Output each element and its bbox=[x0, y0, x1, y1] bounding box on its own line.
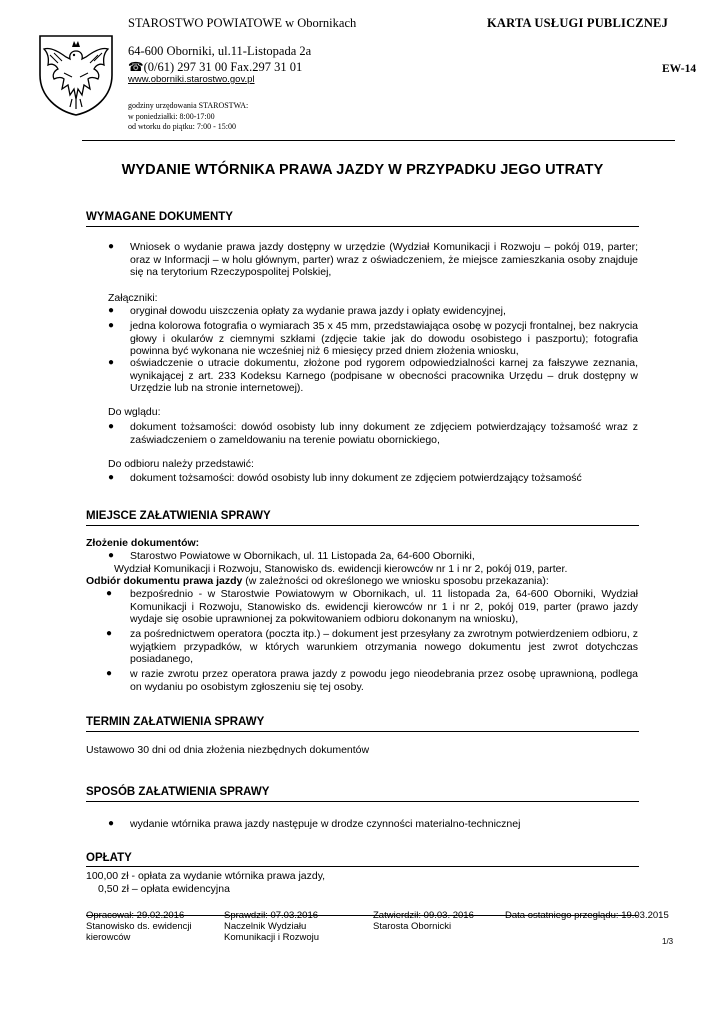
section-heading-place: MIEJSCE ZAŁATWIENIA SPRAWY bbox=[86, 510, 271, 522]
section-rule bbox=[86, 866, 639, 867]
section-rule bbox=[86, 731, 639, 732]
office-website-link[interactable]: www.oborniki.starostwo.gov.pl bbox=[128, 74, 255, 85]
office-hours-monday: w poniedziałki: 8:00-17:00 bbox=[128, 111, 215, 121]
bullet-icon: ● bbox=[108, 320, 115, 331]
bullet-icon: ● bbox=[108, 550, 115, 561]
footer-checked bbox=[224, 910, 319, 943]
pickup-docs-label: Do odbioru należy przedstawić: bbox=[108, 458, 254, 470]
list-item-submission: ● Starostwo Powiatowe w Obornikach, ul. 11 Listopada 2a, 64-600 Oborniki, bbox=[108, 550, 475, 562]
footer-prepared-label: Opracował: 29.02.2016 bbox=[86, 910, 185, 921]
bullet-icon: ● bbox=[108, 421, 115, 432]
section-rule bbox=[86, 525, 639, 526]
bullet-icon: ● bbox=[106, 628, 113, 639]
list-item-attachment: ● jedna kolorowa fotografia o wymiarach 35 x 45 mm, przedstawiająca osobę w pozycji frontalnej, bez nakrycia głowy i okularów z ciemnymi szkłami (zdjęcie takie jak do dowodu osobistego i paszportu); fotografia powinna być wykonana nie wcześniej niż 6 miesięcy przed dniem złożenia wniosku, bbox=[108, 320, 638, 357]
footer-approved bbox=[373, 910, 474, 932]
office-phone-fax: ☎(0/61) 297 31 00 Fax.297 31 01 bbox=[128, 60, 303, 74]
bullet-icon: ● bbox=[106, 668, 113, 679]
bullet-icon: ● bbox=[108, 818, 115, 829]
pickup-license-line bbox=[86, 575, 638, 588]
office-name: STAROSTWO POWIATOWE w Obornikach bbox=[128, 16, 357, 30]
footer-checked-label: Sprawdził: 07.03.2016 bbox=[224, 910, 319, 921]
list-item-pickup-method: ● bezpośrednio - w Starostwie Powiatowym w Obornikach, ul. 11 listopada 2a, 64-600 Oborniki, Wydział Komunikacji i Rozwoju, Stanowisko ds. ewidencji kierowców nr 1 i nr 2, pokój 019, parter (prawo jazdy wydaje się osobie uprawnionej za pokwitowaniem odbioru dokonanym na wniosku), bbox=[106, 588, 638, 625]
footer-prepared-role: kierowców bbox=[86, 932, 131, 943]
list-item-method: ● wydanie wtórnika prawa jazdy następuje w drodze czynności materialno-technicznej bbox=[108, 818, 521, 830]
office-hours-title: godziny urzędowania STAROSTWA: bbox=[128, 101, 249, 110]
office-hours bbox=[128, 101, 248, 133]
footer-prepared-role: Stanowisko ds. ewidencji bbox=[86, 921, 192, 932]
office-hours-tue-fri: od wtorku do piątku: 7:00 - 15:00 bbox=[128, 122, 236, 131]
section-rule bbox=[86, 801, 639, 802]
footer-checked-role: Naczelnik Wydziału bbox=[224, 921, 307, 932]
bullet-icon: ● bbox=[108, 241, 115, 252]
list-item-attachment: ● oryginał dowodu uiszczenia opłaty za wydanie prawa jazdy i opłaty ewidencyjnej, bbox=[108, 305, 506, 317]
card-label: KARTA USŁUGI PUBLICZNEJ bbox=[487, 16, 669, 30]
pickup-license-note: (w zależności od określonego we wniosku sposobu przekazania): bbox=[242, 575, 549, 587]
office-address: 64-600 Oborniki, ul.11-Listopada 2a bbox=[128, 44, 312, 58]
bullet-icon: ● bbox=[106, 588, 113, 599]
fee-line: 100,00 zł - opłata za wydanie wtórnika prawa jazdy, bbox=[86, 870, 326, 882]
section-heading-fees: OPŁATY bbox=[86, 852, 132, 864]
bullet-icon: ● bbox=[108, 472, 115, 483]
footer-approved-label: Zatwierdził: 09.03. 2016 bbox=[373, 910, 474, 921]
section-rule bbox=[86, 226, 639, 227]
footer-prepared bbox=[86, 910, 192, 943]
attachments-label: Załączniki: bbox=[108, 292, 158, 304]
submission-label: Złożenie dokumentów: bbox=[86, 537, 200, 549]
section-heading-method: SPOSÓB ZAŁATWIENIA SPRAWY bbox=[86, 786, 270, 798]
list-item-application: ● Wniosek o wydanie prawa jazdy dostępny w urzędzie (Wydział Komunikacji i Rozwoju – pokój 019, parter; oraz w Informacji – w holu głównym, parter) wraz z oświadczeniem, że miejsce zamieszkania osoby znajduje się na terytorium Rzeczypospolitej Polskiej, bbox=[108, 241, 638, 278]
page-number: 1/3 bbox=[662, 937, 674, 946]
bullet-icon: ● bbox=[108, 357, 115, 368]
card-code: EW-14 bbox=[662, 63, 697, 75]
document-title: WYDANIE WTÓRNIKA PRAWA JAZDY W PRZYPADKU JEGO UTRATY bbox=[121, 162, 604, 178]
footer-approved-role: Starosta Obornicki bbox=[373, 921, 452, 932]
list-item-attachment: ● oświadczenie o utracie dokumentu, złożone pod rygorem odpowiedzialności karnej za fałszywe zeznania, wynikającej z art. 233 Kodeksu Karnego (podpisane w obecności pracownika Urzędu – druk dostępny w Urzędzie lub na stronie internetowej). bbox=[108, 357, 638, 394]
deadline-text: Ustawowo 30 dni od dnia złożenia niezbędnych dokumentów bbox=[86, 744, 370, 756]
inspection-label: Do wglądu: bbox=[108, 406, 161, 418]
coat-of-arms-eagle-logo bbox=[36, 33, 116, 117]
header-divider bbox=[82, 140, 675, 141]
section-heading-required-docs: WYMAGANE DOKUMENTY bbox=[86, 211, 233, 223]
footer-checked-role: Komunikacji i Rozwoju bbox=[224, 932, 320, 943]
submission-item-continued: Wydział Komunikacji i Rozwoju, Stanowisko ds. ewidencji kierowców nr 1 i nr 2, pokój 019, parter. bbox=[114, 563, 568, 575]
list-item-pickup-method: ● w razie zwrotu przez operatora prawa jazdy z powodu jego nieodebrania przez osobę uprawnioną, podlega on wydaniu po osobistym zgłoszeniu się tej osoby. bbox=[106, 668, 638, 693]
list-item-pickup-doc: ● dokument tożsamości: dowód osobisty lub inny dokument ze zdjęciem potwierdzający tożsamość bbox=[108, 472, 582, 484]
list-item-inspection: ● dokument tożsamości: dowód osobisty lub inny dokument ze zdjęciem potwierdzający tożsamość wraz z zaświadczeniem o zameldowaniu na terenie powiatu obornickiego, bbox=[108, 421, 638, 446]
fee-line: 0,50 zł – opłata ewidencyjna bbox=[98, 883, 230, 895]
section-heading-deadline: TERMIN ZAŁATWIENIA SPRAWY bbox=[86, 716, 265, 728]
bullet-icon: ● bbox=[108, 305, 115, 316]
footer-review-date: Data ostatniego przeglądu: 19.03.2015 bbox=[505, 910, 669, 921]
list-item-pickup-method: ● za pośrednictwem operatora (poczta itp.) – dokument jest przesyłany za zwrotnym potwierdzeniem odbioru, z wyjątkiem przypadków, w których warunkiem otrzymania nowego dokumentu jest zwrot dotychczas posiadanego, bbox=[106, 628, 638, 665]
pickup-license-label: Odbiór dokumentu prawa jazdy bbox=[86, 575, 243, 587]
